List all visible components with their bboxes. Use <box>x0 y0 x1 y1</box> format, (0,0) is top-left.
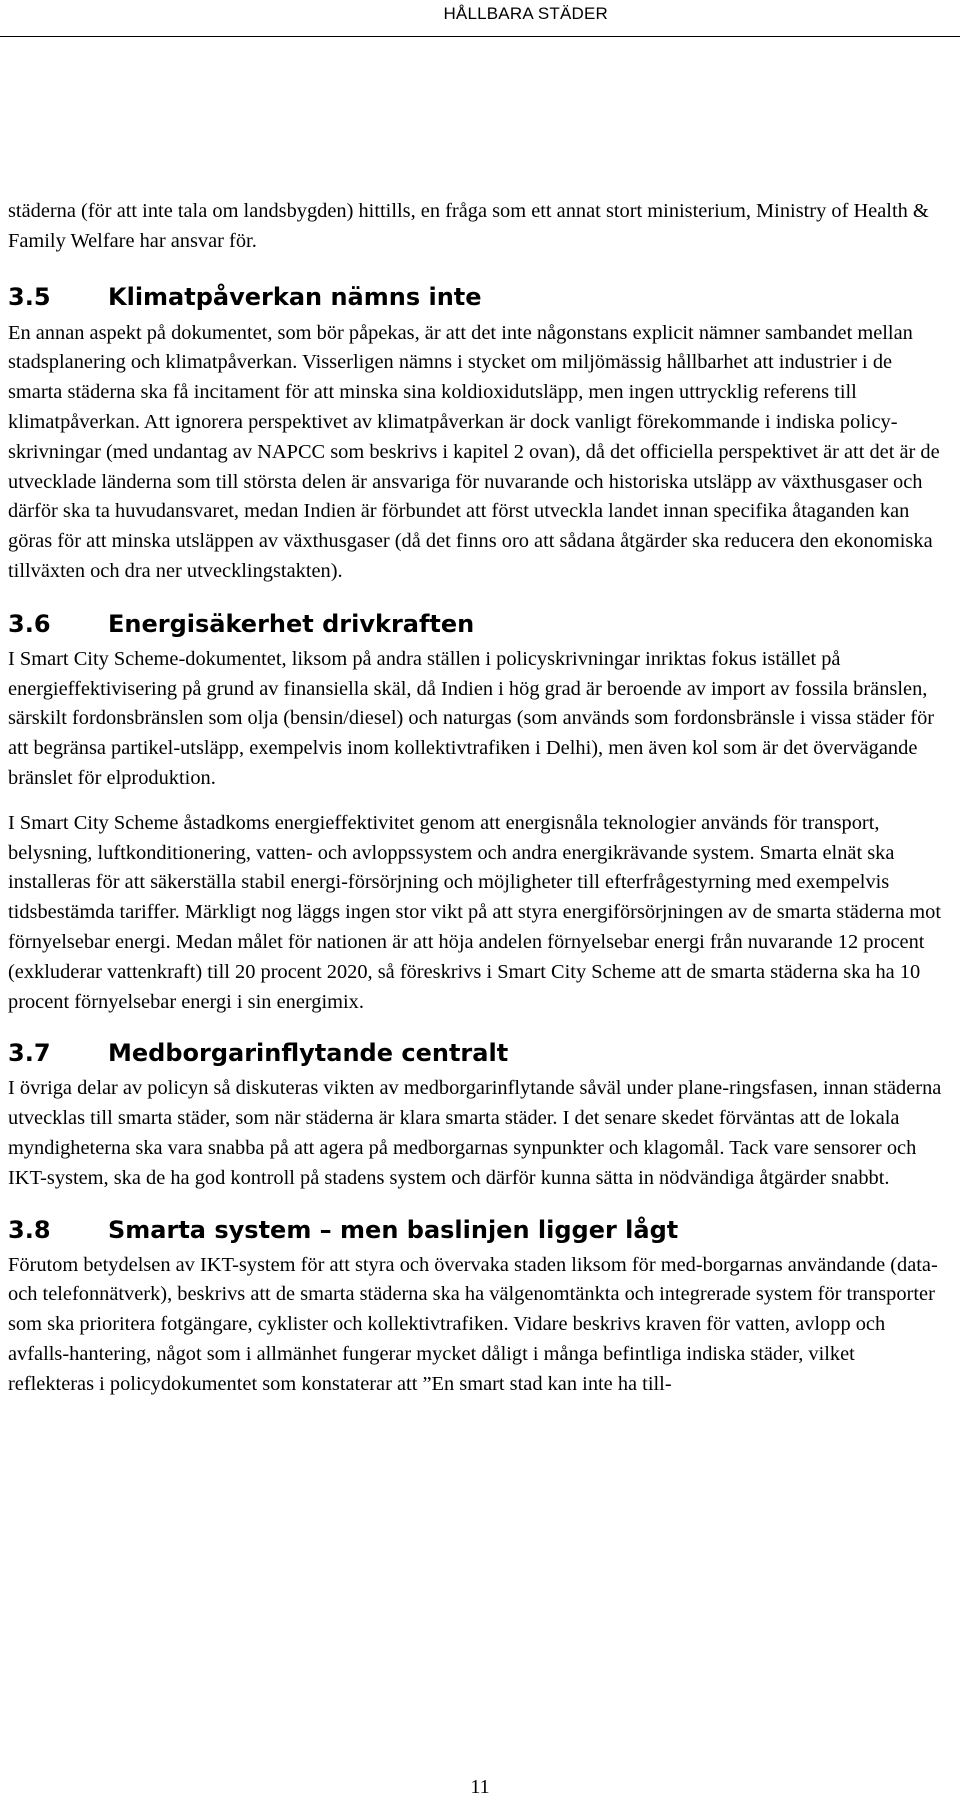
section-title: Smarta system – men baslinjen ligger lågt <box>108 1215 679 1244</box>
paragraph: En annan aspekt på dokumentet, som bör påpekas, är att det inte någonstans explicit nämner sambandet mellan stadsplanering och klimatpåverkan. Visserligen nämns i stycket om miljömässig hållbarhet att industrier i de smarta städerna ska få incitament för att minska sina koldioxidutsläpp, men ingen uttrycklig referens till klimatpåverkan. Att ignorera perspektivet av klimatpåverkan är dock vanligt förekommande i indiska policy-skrivningar (med undantag av NAPCC som beskrivs i kapitel 2 ovan), då det officiella perspektivet är att det är de utvecklade länderna som till största delen är ansvariga för nuvarande och historiska utsläpp av växthusgaser och därför ska ta huvudansvaret, medan Indien är förbundet att först utveckla landet innan specifika åtaganden kan göras för att minska utsläppen av växthusgaser (då det finns oro att sådana åtgärder ska reducera den ekonomiska tillväxten och dra ner utvecklingstakten). <box>8 321 940 582</box>
paragraph: I övriga delar av policyn så diskuteras vikten av medborgarinflytande såväl under plane-ringsfasen, innan städerna utvecklas till smarta städer, som när städerna är klara smarta städer. I det senare skedet förväntas att de lokala myndigheterna ska vara snabba på att agera på medborgarnas synpunkter och klagomål. Tack vare sensorer och IKT-system, ska de ha god kontroll på stadens system och därför kunna sätta in nödvändiga åtgärder snabbt. <box>8 1077 942 1189</box>
section-heading-3-8 <box>8 1215 943 1245</box>
section-number: 3.5 <box>8 282 51 311</box>
section-number: 3.7 <box>8 1039 51 1068</box>
section-title: Energisäkerhet drivkraften <box>108 609 475 638</box>
section-heading-3-5 <box>8 282 943 312</box>
section-title: Klimatpåverkan nämns inte <box>108 282 482 311</box>
section-title: Medborgarinflytande centralt <box>108 1039 509 1068</box>
intro-paragraph: städerna (för att inte tala om landsbygden) hittills, en fråga som ett annat stort ministerium, Ministry of Health & Family Welfare har ansvar för. <box>8 200 929 252</box>
page-body <box>8 197 943 1400</box>
section-heading-3-6 <box>8 609 943 639</box>
paragraph: I Smart City Scheme-dokumentet, liksom på andra ställen i policyskrivningar inriktas fokus istället på energieffektivisering på grund av finansiella skäl, då Indien i hög grad är beroende av import av fossila bränslen, särskilt fordonsbränslen som olja (bensin/diesel) och naturgas (som används som fordonsbränsle i vissa städer för att begränsa partikel-utsläpp, exempelvis inom kollektivtrafiken i Delhi), men även kol som är det övervägande bränslet för elproduktion. <box>8 647 935 789</box>
section-number: 3.6 <box>8 609 51 638</box>
section-heading-3-7 <box>8 1038 943 1068</box>
paragraph: Förutom betydelsen av IKT-system för att styra och övervaka staden liksom för med-borgarnas användande (data- och telefonnätverk), beskrivs att de smarta städerna ska ha välgenomtänkta och integrerade system för transporter som ska prioritera fotgängare, cyklister och kollektivtrafiken. Vidare beskrivs kraven för vatten, avlopp och avfalls-hantering, något som i allmänhet fungerar mycket dåligt i många befintliga indiska städer, vilket reflekteras i policydokumentet som konstaterar att ”En smart stad kan inte ha till- <box>8 1253 938 1395</box>
running-header: HÅLLBARA STÄDER <box>443 4 608 23</box>
section-number: 3.8 <box>8 1215 51 1244</box>
page-number: 11 <box>470 1776 490 1798</box>
header-rule <box>0 36 960 37</box>
paragraph: I Smart City Scheme åstadkoms energieffektivitet genom att energisnåla teknologier används för transport, belysning, luftkonditionering, vatten- och avloppssystem och andra energikrävande system. Smarta elnät ska installeras för att säkerställa stabil energi-försörjning och möjligheter till efterfrågestyrning med exempelvis tidsbestämda tariffer. Märkligt nog läggs ingen stor vikt på att styra energiförsörjningen av de smarta städerna mot förnyelsebar energi. Medan målet för nationen är att höja andelen förnyelsebar energi från nuvarande 12 procent (exkluderar vattenkraft) till 20 procent 2020, så föreskrivs i Smart City Scheme att de smarta städerna ska ha 10 procent förnyelsebar energi i sin energimix. <box>8 811 942 1013</box>
